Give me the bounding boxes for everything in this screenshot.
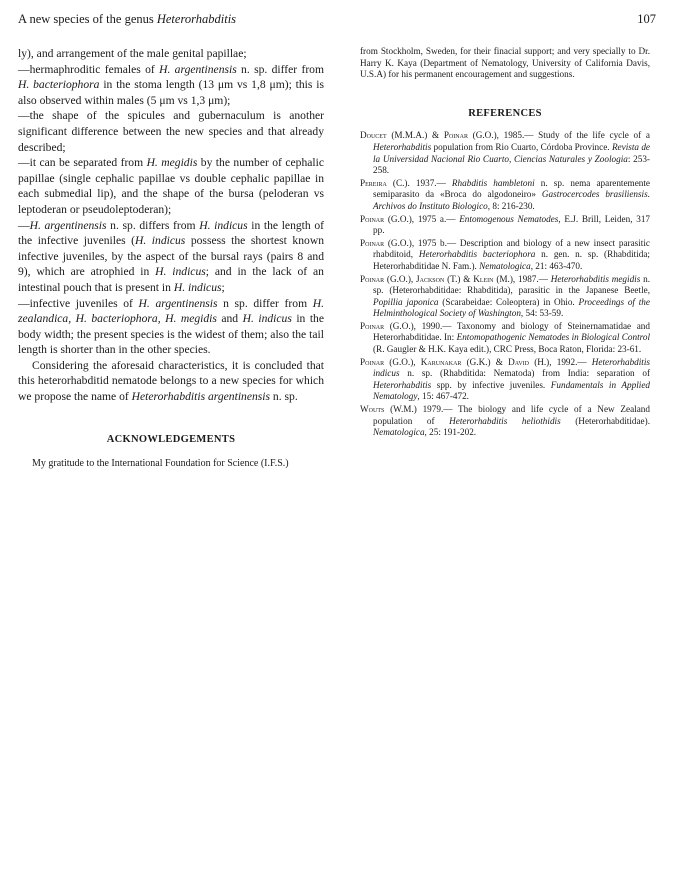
left-column xyxy=(18,46,324,470)
text-run: —hermaphroditic females of xyxy=(18,62,160,76)
text-run: (G.O.), xyxy=(384,273,417,284)
italic-run: Heterorhabditis xyxy=(373,379,432,390)
italic-run: Nematologica xyxy=(479,260,531,271)
acknowledgements-text: My gratitude to the International Foundation for Science (I.F.S.) xyxy=(32,458,289,470)
italic-run: H. indicus xyxy=(135,234,186,248)
text-run: possess the shortest known infective juveniles, by the aspect of the bursal rays (pairs 8 and 9), which are atrophied in xyxy=(18,234,324,279)
italic-run: Heterorhabditis indicus xyxy=(373,356,650,379)
body-paragraph xyxy=(18,358,324,405)
text-run: (G.O.), xyxy=(384,356,421,367)
italic-run: Heterorhabditis heliothidis xyxy=(449,415,561,426)
text-run: (G.O.), 1990.— Taxonomy and biology of Steinernamatidae and Heterorhabditidae. In: xyxy=(373,320,650,343)
text-run: (T.) & xyxy=(444,273,474,284)
text-run: (G.K.) & xyxy=(461,356,509,367)
body-paragraph xyxy=(18,62,324,109)
author-name: Poinar xyxy=(360,213,385,224)
reference-entry xyxy=(360,130,650,176)
italic-run: H. megidis xyxy=(146,156,198,170)
italic-run: H. indicus xyxy=(155,265,206,279)
italic-run: Entomopathogenic Nematodes in Biological Control xyxy=(456,332,651,343)
italic-run: H. argentinensis xyxy=(159,62,237,76)
running-header xyxy=(18,12,656,27)
text-run: n. sp. differs from xyxy=(106,218,200,232)
acknowledgements-continued: from Stockholm, Sweden, for their finacial support; and very specially to Dr. Harry K. Kaya (Department of Nematology, University of California Davis, U.S.A) for his permanent encouragement and suggestions. xyxy=(360,46,650,80)
text-run: in the body width; the present species is the widest of them; also the tail length is shorter than in the other species. xyxy=(18,312,324,357)
text-run: (G.O.), 1975 b.— Description and biology of a new insect parasitic rhabditoid, xyxy=(373,237,650,260)
text-run: (G.O.), 1985.— Study of the life cycle of a xyxy=(467,130,650,141)
text-run: (M.), 1987.— xyxy=(493,273,551,284)
reference-list xyxy=(360,130,650,438)
author-name: Wouts xyxy=(360,404,385,415)
text-run: , 8: 216-230. xyxy=(487,200,535,211)
body-paragraph xyxy=(18,155,324,217)
italic-run: Revista de la Universidad Nacional Rio Cuarto, Ciencias Naturales y Zoologia xyxy=(373,141,650,164)
reference-entry xyxy=(360,238,650,273)
italic-run: Proceedings of the Helminthological Society of Washington xyxy=(373,296,650,319)
italic-run: Rhabditis hambletoni xyxy=(451,177,535,188)
text-run: (G.O.), 1975 a.— xyxy=(384,213,460,224)
italic-run: Heterorhabditis bacteriophora xyxy=(418,249,536,260)
italic-run: Nematologica xyxy=(373,427,425,438)
text-run: Considering the aforesaid characteristics, it is concluded that this heterorhabditid nematode belongs to a new species for which we propose the name of xyxy=(18,358,324,404)
text-run: , 25: 191-202. xyxy=(424,427,477,438)
text-run: n. gen. n. sp. (Rhabditida; Heterorhabditidae N. Fam.). xyxy=(373,249,650,271)
text-run: —it can be separated from xyxy=(18,156,147,170)
italic-run: Heterorhabditis xyxy=(373,141,432,152)
text-run: (W.M.) 1979.— The biology and life cycle of a New Zealand population of xyxy=(373,404,650,426)
author-name: Pereira xyxy=(360,177,387,188)
text-run: (Heterorhabditidae). xyxy=(560,415,650,426)
reference-entry xyxy=(360,178,650,213)
text-run: — xyxy=(18,218,30,232)
text-run: , 15: 467-472. xyxy=(417,391,469,402)
text-run: n. sp. (Rhabditida: Nematoda) from India: separation of xyxy=(399,368,650,379)
text-run: (R. Gaugler & H.K. Kaya edit.), CRC Press, Boca Raton, Florida: 23-61. xyxy=(373,344,642,355)
text-run: , E.J. Brill, Leiden, 317 pp. xyxy=(373,213,651,236)
running-title: A new species of the genus Heterorhabditis xyxy=(18,12,237,26)
text-run: population from Rio Cuarto, Córdoba Province. xyxy=(431,141,612,152)
text-run: ; xyxy=(221,280,225,294)
text-run: ; and in the lack of an intestinal pouch that is present in xyxy=(18,265,324,294)
reference-entry xyxy=(360,357,650,403)
italic-run: H. indicus xyxy=(173,280,222,294)
text-run: n sp. differ from xyxy=(217,296,313,310)
text-run: : 253-258. xyxy=(373,153,650,176)
italic-run: Popillia japonica xyxy=(373,296,439,307)
author-name: David xyxy=(508,356,529,367)
author-name: Karunakar xyxy=(420,356,462,367)
text-run: and xyxy=(216,312,243,326)
text-run: —infective juveniles of xyxy=(18,296,139,310)
text-run: by the number of cephalic papillae (single cephalic papillae vs double cephalic papillae in each submedial lip), and the shape of the bursa (peloderan vs leptoderan or pseudoleptoderan); xyxy=(18,156,324,216)
right-column xyxy=(360,46,650,440)
text-run: (Scarabeidae: Coleoptera) in Ohio. xyxy=(438,296,579,307)
body-paragraph xyxy=(18,218,324,296)
author-name: Poinar xyxy=(360,273,385,284)
italic-run: Entomogenous Nematodes xyxy=(459,213,559,224)
author-name: Doucet xyxy=(360,130,387,141)
italic-run: Fundamentals in Applied Nematology xyxy=(373,379,650,402)
reference-entry xyxy=(360,321,650,356)
body-paragraph xyxy=(18,46,324,62)
italic-run: H. zealandica, H. bacteriophora, H. megidis xyxy=(18,296,324,326)
text-run: ly), and arrangement of the male genital papillae; xyxy=(18,47,247,60)
italic-run: Gastrocercodes brasiliensis. Archivos do Instituto Biologico xyxy=(373,189,650,211)
text-run: in the length of the infective juveniles ( xyxy=(18,218,324,248)
author-name: Poinar xyxy=(443,130,468,141)
text-run: (C.). 1937.— xyxy=(386,177,452,188)
italic-run: H. indicus xyxy=(242,312,292,326)
text-run: , 21: 463-470. xyxy=(530,260,583,271)
author-name: Poinar xyxy=(360,320,385,331)
body-paragraph xyxy=(18,296,324,358)
text-run: n. sp. nema aparentemente semiparasito da «Broca do algodoneiro» xyxy=(373,177,651,200)
italic-run: H. bacteriophora xyxy=(18,78,100,92)
text-run: n. sp. differ from xyxy=(236,62,324,76)
acknowledgements-heading: ACKNOWLEDGEMENTS xyxy=(106,433,236,445)
author-name: Jackson xyxy=(416,273,445,284)
reference-entry xyxy=(360,274,650,320)
italic-run: Heterorhabditis argentinensis xyxy=(131,390,271,404)
italic-run: H. argentinensis xyxy=(29,218,107,232)
text-run: n. sp. xyxy=(270,390,298,404)
reference-entry xyxy=(360,404,650,439)
author-name: Poinar xyxy=(360,237,385,248)
text-run: (H.), 1992.— xyxy=(529,356,592,367)
references-heading: REFERENCES xyxy=(468,107,542,119)
reference-entry xyxy=(360,214,650,237)
italic-run: H. indicus xyxy=(199,218,248,232)
page-number: 107 xyxy=(637,12,656,26)
text-run: —the shape of the spicules and gubernaculum is another significant difference between the new species and that already described; xyxy=(18,109,324,154)
italic-run: H. argentinensis xyxy=(138,296,218,310)
italic-run: Heterorhabditis megidis xyxy=(550,273,641,284)
text-run: spp. by infective juveniles. xyxy=(431,379,551,390)
author-name: Klein xyxy=(473,273,494,284)
author-name: Poinar xyxy=(360,356,385,367)
body-paragraph xyxy=(18,108,324,155)
text-run: n. sp. (Heterorhabditidae: Rhabditida), parasitic in the Japanese Beetle, xyxy=(373,273,651,296)
body-paragraphs xyxy=(18,46,324,405)
text-run: , 54: 53-59. xyxy=(520,308,564,319)
text-run: in the stoma length (13 μm vs 1,8 μm); this is also observed within males (5 μm vs 1,3 μm); xyxy=(18,78,324,107)
text-run: (M.M.A.) & xyxy=(386,130,444,141)
